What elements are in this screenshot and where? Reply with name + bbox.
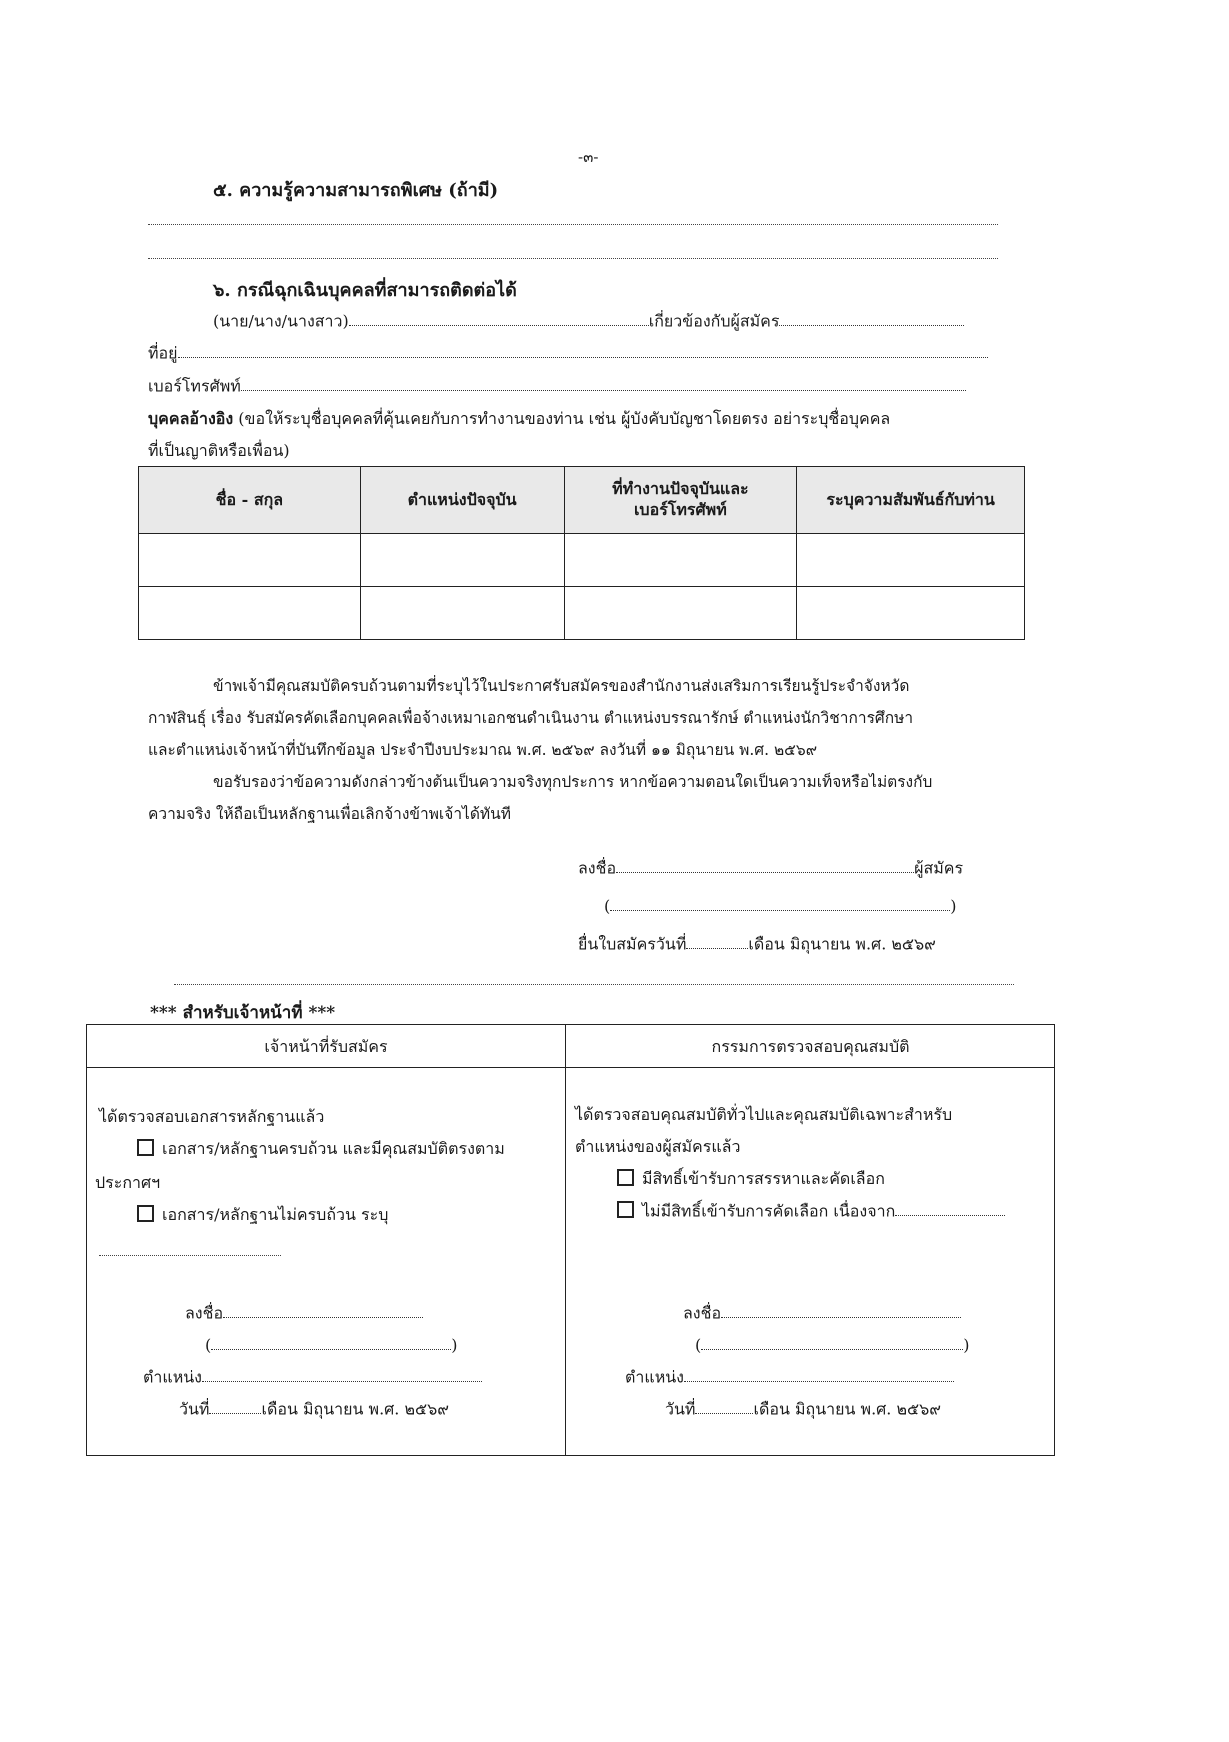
committee-title: กรรมการตรวจสอบคุณสมบัติ [711,1037,910,1056]
declaration-line-3: และตำแหน่งเจ้าหน้าที่บันทึกข้อมูล ประจำปีงบประมาณ พ.ศ. ๒๕๖๙ ลงวันที่ ๑๑ มิถุนายน พ.ศ. ๒๕๖๙ [148,741,818,759]
reference-note-row-1 [148,409,890,428]
office-box [86,1024,1055,1456]
office-header-line [87,1067,1054,1068]
committee-name-row: ( ) [695,1335,970,1355]
reference-note-line-1: (ขอให้ระบุชื่อบุคคลที่คุ้นเคยกับการทำงานของท่าน เช่น ผู้บังคับบัญชาโดยตรง อย่าระบุชื่อบุคคล [238,409,891,428]
table-cell[interactable] [360,534,564,587]
committee-checked-line-1: ได้ตรวจสอบคุณสมบัติทั่วไปและคุณสมบัติเฉพาะสำหรับ [575,1105,953,1124]
emergency-name-row [213,311,964,331]
applicant-label: ผู้สมัคร [914,858,964,878]
committee-position-row [625,1367,954,1387]
committee-sign-row [683,1303,961,1323]
committee-reason-field[interactable] [895,1201,1005,1216]
emergency-relation-field[interactable] [779,311,964,326]
officer-title: เจ้าหน้าที่รับสมัคร [264,1037,388,1056]
reference-note-line-2: ที่เป็นญาติหรือเพื่อน) [148,441,290,460]
checkbox-incomplete[interactable] [137,1205,154,1222]
emergency-name-label: (นาย/นาง/นางสาว) [213,311,349,331]
table-cell[interactable] [797,534,1025,587]
committee-position-label: ตำแหน่ง [625,1367,684,1387]
committee-date-row [665,1399,941,1419]
officer-option-1-label: เอกสาร/หลักฐานครบถ้วน และมีคุณสมบัติตรงตาม [162,1139,505,1158]
applicant-signature-field[interactable] [616,858,914,873]
table-cell[interactable] [139,534,361,587]
applicant-name-field[interactable] [610,896,950,911]
table-cell[interactable] [564,534,797,587]
section5-answer-line-1[interactable] [148,224,998,225]
declaration-line-4: ขอรับรองว่าข้อความดังกล่าวข้างต้นเป็นความจริงทุกประการ หากข้อความตอนใดเป็นความเท็จหรือไม่ตรงกับ [213,773,933,791]
declaration-line-5: ความจริง ให้ถือเป็นหลักฐานเพื่อเลิกจ้างข้าพเจ้าได้ทันที [148,805,511,823]
officer-sign-row [185,1303,423,1323]
officer-date-label: วันที่ [179,1399,210,1419]
table-cell[interactable] [139,587,361,640]
checkbox-eligible[interactable] [617,1169,634,1186]
committee-option-1 [617,1169,885,1188]
applicant-name-row [604,896,957,916]
officer-position-label: ตำแหน่ง [143,1367,202,1387]
page-number: -๓- [578,148,599,166]
officer-option-1 [137,1139,505,1158]
officer-signature-field[interactable] [223,1303,423,1318]
emergency-phone-field[interactable] [241,376,966,391]
emergency-name-field[interactable] [349,311,649,326]
section5-answer-line-2[interactable] [148,258,998,259]
committee-position-field[interactable] [684,1367,954,1382]
office-divider [565,1025,566,1455]
checkbox-not-eligible[interactable] [617,1201,634,1218]
officer-name-row: ( ) [205,1335,458,1355]
committee-checked-line-2: ตำแหน่งของผู้สมัครแล้ว [575,1137,741,1156]
officer-sign-label: ลงชื่อ [185,1303,224,1323]
emergency-address-row [148,343,988,363]
application-date-row [578,934,936,954]
officer-option-2-label: เอกสาร/หลักฐานไม่ครบถ้วน ระบุ [162,1205,389,1224]
committee-option-2-label: ไม่มีสิทธิ์เข้ารับการคัดเลือก เนื่องจาก [642,1201,896,1221]
declaration-line-2: กาฬสินธุ์ เรื่อง รับสมัครคัดเลือกบุคคลเพื่อจ้างเหมาเอกชนดำเนินงาน ตำแหน่งบรรณารักษ์ ตำแหน่งนักวิชาการศึกษา [148,709,914,727]
separator-dotted-line [174,984,1014,985]
committee-signature-field[interactable] [721,1303,961,1318]
emergency-address-field[interactable] [178,343,988,358]
officer-month-year: เดือน มิถุนายน พ.ศ. ๒๕๖๙ [261,1399,450,1419]
column-header-relationship: ระบุความสัมพันธ์กับท่าน [797,467,1025,534]
officer-day-field[interactable] [209,1399,261,1414]
committee-month-year: เดือน มิถุนายน พ.ศ. ๒๕๖๙ [753,1399,942,1419]
table-row [139,587,1025,640]
officer-name-field[interactable] [211,1335,451,1350]
table-cell[interactable] [797,587,1025,640]
office-heading: *** สำหรับเจ้าหน้าที่ *** [150,1003,336,1023]
committee-day-field[interactable] [695,1399,753,1414]
committee-name-field[interactable] [701,1335,963,1350]
reference-table [138,466,1025,640]
committee-date-label: วันที่ [665,1399,696,1419]
section6-title: ๖. กรณีฉุกเฉินบุคคลที่สามารถติดต่อได้ [213,280,517,301]
officer-position-field[interactable] [202,1367,482,1382]
checkbox-complete[interactable] [137,1139,154,1156]
applicant-sign-label: ลงชื่อ [578,858,617,878]
declaration-line-1: ข้าพเจ้ามีคุณสมบัติครบถ้วนตามที่ระบุไว้ในประกาศรับสมัครของสำนักงานส่งเสริมการเรียนรู้ประจำจังหวัด [213,677,910,695]
application-date-label: ยื่นใบสมัครวันที่ [578,934,687,954]
section5-title: ๕. ความรู้ความสามารถพิเศษ (ถ้ามี) [213,180,499,201]
table-cell[interactable] [360,587,564,640]
committee-option-2 [617,1201,1005,1221]
table-cell[interactable] [564,587,797,640]
paren-close: ) [950,896,957,916]
committee-sign-label: ลงชื่อ [683,1303,722,1323]
emergency-phone-row [148,376,966,396]
application-month-year: เดือน มิถุนายน พ.ศ. ๒๕๖๙ [748,934,936,954]
officer-position-row [143,1367,482,1387]
officer-option-2 [137,1205,388,1224]
officer-reason-field[interactable] [99,1255,281,1256]
reference-heading: บุคคลอ้างอิง [148,409,234,428]
column-header-name: ชื่อ - สกุล [139,467,361,534]
emergency-phone-label: เบอร์โทรศัพท์ [148,376,241,396]
column-header-workplace: ที่ทำงานปัจจุบันและ เบอร์โทรศัพท์ [564,467,797,534]
emergency-address-label: ที่อยู่ [148,343,178,363]
application-day-field[interactable] [686,934,748,949]
reference-table-header [139,467,1025,534]
paren-open: ( [604,896,611,916]
table-row [139,534,1025,587]
emergency-relation-label: เกี่ยวข้องกับผู้สมัคร [648,311,780,331]
applicant-sign-row [578,858,963,878]
column-header-position: ตำแหน่งปัจจุบัน [360,467,564,534]
committee-option-1-label: มีสิทธิ์เข้ารับการสรรหาและคัดเลือก [642,1169,885,1188]
officer-option-1-cont: ประกาศฯ [95,1173,161,1192]
officer-date-row [179,1399,449,1419]
officer-checked-text: ได้ตรวจสอบเอกสารหลักฐานแล้ว [99,1107,325,1126]
